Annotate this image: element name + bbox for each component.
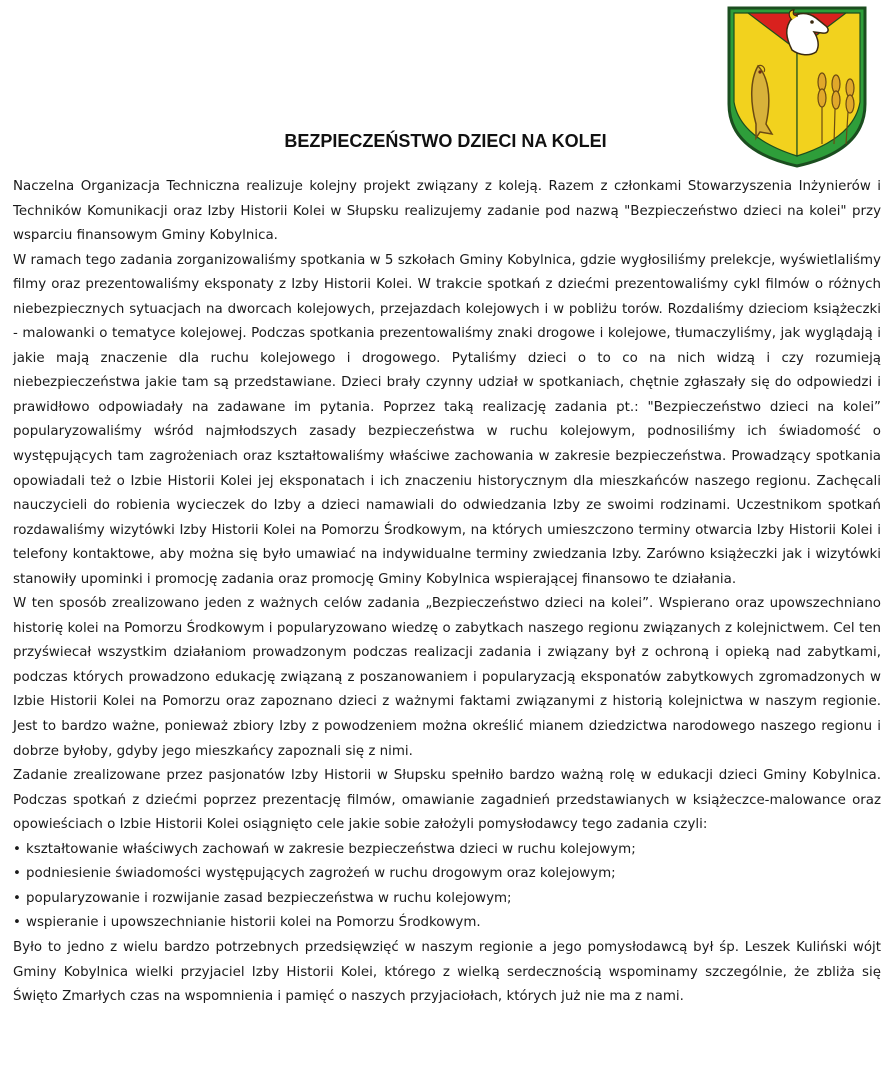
paragraph-closing: Było to jedno z wielu bardzo potrzebnych przedsięwzięć w naszym regionie a jego pomysłodawcą był śp. Leszek Kuliński wójt Gminy Kobylnica wielki przyjaciel Izby Historii Kolei, którego z wielką serdecznością wspominamy szczególnie, że zbliża się Święto Zmarłych czas na wspomnienia i pamięć o naszych przyjaciołach, których już nie ma z nami. <box>13 939 881 1005</box>
goals-list <box>13 838 881 936</box>
list-item: • kształtowanie właściwych zachowań w zakresie bezpieczeństwa dzieci w ruchu kolejowym; <box>13 838 881 863</box>
paragraph-goals: W ten sposób zrealizowano jeden z ważnych celów zadania „Bezpieczeństwo dzieci na kolei”. Wspierano oraz upowszechniano historię kolei na Pomorzu Środkowym i popularyzowano wiedzę o zabytkach naszego regionu związanych z kolejnictwem. Cel ten przyświecał wszystkim działaniom prowadzonym podczas realizacji zadania i związany był z ochroną i opieką nad zabytkami, podczas których prowadzono edukację związaną z poszanowaniem i popularyzacją eksponatów zabytkowych zgromadzonych w Izbie Historii Kolei na Pomorzu oraz zapoznano dzieci z ważnymi faktami związanymi z historią kolejnictwa w naszym regionie. Jest to bardzo ważne, ponieważ zbiory Izby z powodzeniem można określić mianem dziedzictwa narodowego naszego regionu i dobrze byłoby, gdyby jego mieszkańcy zapoznali się z nimi. <box>13 596 881 759</box>
list-item: • wspieranie i upowszechnianie historii kolei na Pomorzu Środkowym. <box>13 911 881 936</box>
paragraph-intro: Naczelna Organizacja Techniczna realizuje kolejny projekt związany z koleją. Razem z członkami Stowarzyszenia Inżynierów i Techników Komunikacji oraz Izby Historii Kolei w Słupsku realizujemy zadanie pod nazwą "Bezpieczeństwo dzieci na kolei" przy wsparciu finansowym Gminy Kobylnica. <box>13 179 881 244</box>
page-title: BEZPIECZEŃSTWO DZIECI NA KOLEI <box>284 131 607 151</box>
list-item: • podniesienie świadomości występujących zagrożeń w ruchu drogowym oraz kolejowym; <box>13 862 881 887</box>
list-item: • popularyzowanie i rozwijanie zasad bezpieczeństwa w ruchu kolejowym; <box>13 887 881 912</box>
document-body <box>13 175 881 1010</box>
paragraph-summary: Zadanie zrealizowane przez pasjonatów Izby Historii w Słupsku spełniło bardzo ważną rolę w edukacji dzieci Gminy Kobylnica. Podczas spotkań z dziećmi poprzez prezentację filmów, omawianie zagadnień przedstawianych w książeczce-malowance oraz opowieściach o Izbie Historii Kolei osiągnięto cele jakie sobie założyli pomysłodawcy tego zadania czyli: <box>13 768 881 833</box>
paragraph-activities: W ramach tego zadania zorganizowaliśmy spotkania w 5 szkołach Gminy Kobylnica, gdzie wygłosiliśmy prelekcje, wyświetlaliśmy filmy oraz prezentowaliśmy eksponaty z Izby Historii Kolei. W trakcie spotkań z dziećmi prezentowaliśmy cykl filmów o różnych niebezpiecznych sytuacjach na dworcach kolejowych, przejazdach kolejowych i w pobliżu torów. Rozdaliśmy dzieciom książeczki - malowanki o tematyce kolejowej. Podczas spotkania prezentowaliśmy znaki drogowe i kolejowe, tłumaczyliśmy, jak wyglądają i jakie mają znaczenie dla ruchu kolejowego i drogowego. Pytaliśmy dzieci o to co na nich widzą i czy rozumieją niebezpieczeństwa jakie tam są przedstawiane. Dzieci brały czynny udział w spotkaniach, chętnie zgłaszały się do odpowiedzi i prawidłowo odpowiadały na zadawane im pytania. Poprzez taką realizację zadania pt.: "Bezpieczeństwo dzieci na kolei” popularyzowaliśmy wśród najmłodszych zasady bezpieczeństwa w ruchu kolejowym, podnosiliśmy ich świadomość o występujących tam zagrożeniach oraz kształtowaliśmy właściwe zachowania w zakresie bezpieczeństwa. Prowadzący spotkania opowiadali też o Izbie Historii Kolei jej eksponatach i ich znaczeniu historycznym dla mieszkańców naszego regionu. Zachęcali nauczycieli do robienia wycieczek do Izby a dzieci namawiali do odwiedzania Izby ze swoimi rodzinami. Uczestnikom spotkań rozdawaliśmy wizytówki Izby Historii Kolei na Pomorzu Środkowym, na których umieszczono terminy otwarcia Izby Historii Kolei i telefony kontaktowe, aby można się było umawiać na indywidualne terminy zwiedzania Izby. Zarówno książeczki jak i wizytówki stanowiły upominki i promocję zadania oraz promocję Gminy Kobylnica wspierającej finansowo te działania. <box>13 252 881 587</box>
